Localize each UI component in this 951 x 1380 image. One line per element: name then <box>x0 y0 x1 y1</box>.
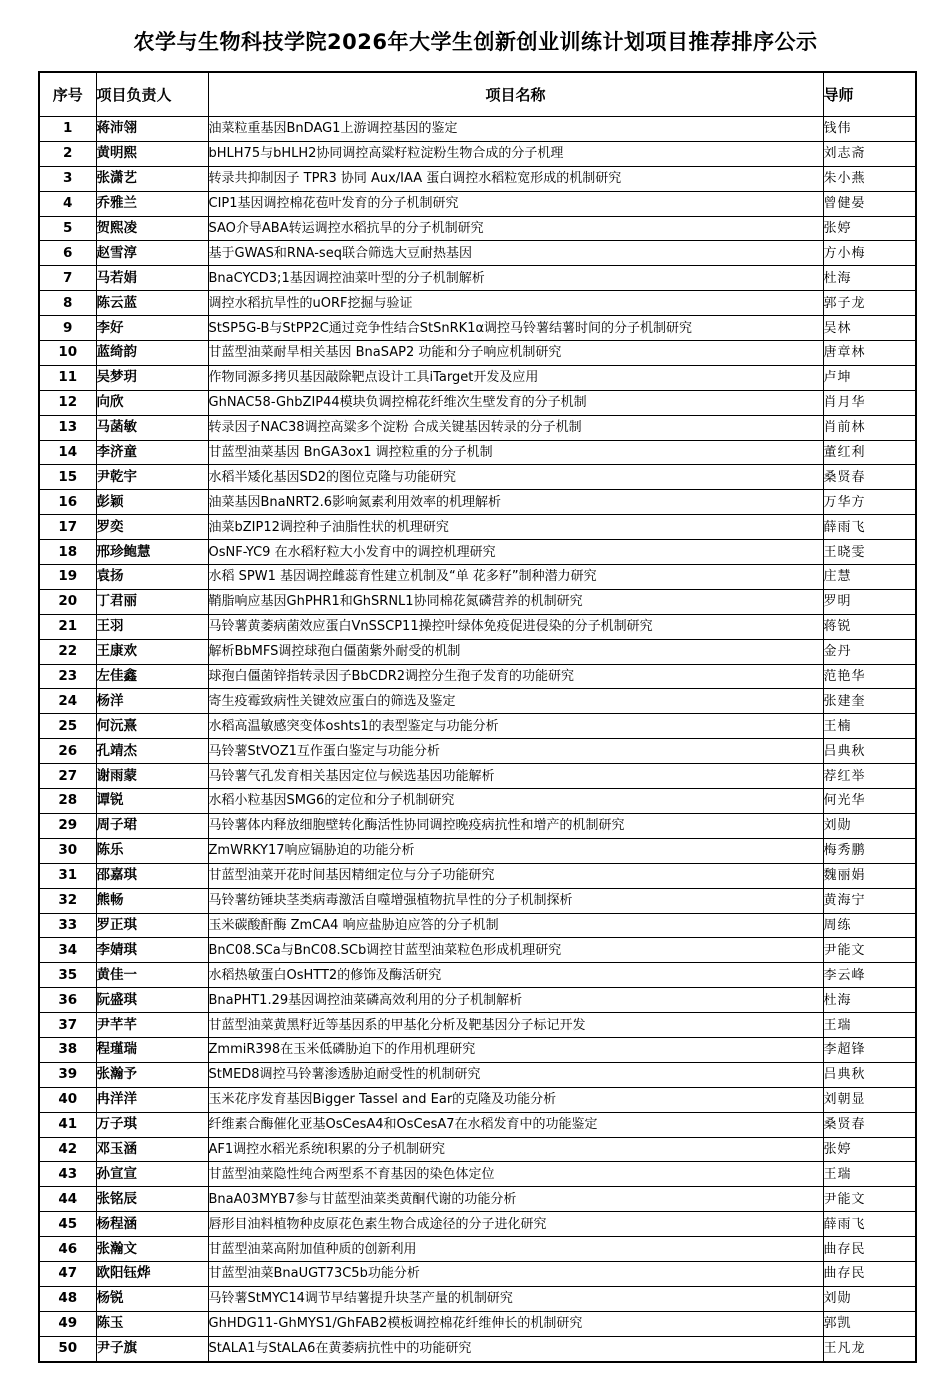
row-mentor-cell: 王楠 <box>823 714 916 739</box>
row-mentor-cell: 李云峰 <box>823 963 916 988</box>
row-mentor-cell: 蒋锐 <box>823 614 916 639</box>
row-leader-cell: 丁君丽 <box>96 589 208 614</box>
row-project-cell: GhNAC58-GhbZIP44模块负调控棉花纤维次生壁发育的分子机制 <box>208 390 823 415</box>
row-index-cell: 1 <box>39 117 96 142</box>
row-index-cell: 6 <box>39 241 96 266</box>
row-project-cell: 甘蓝型油菜隐性纯合两型系不育基因的染色体定位 <box>208 1162 823 1187</box>
row-mentor-cell: 罗明 <box>823 589 916 614</box>
row-index-cell: 30 <box>39 838 96 863</box>
table-row <box>39 838 916 863</box>
table-row <box>39 888 916 913</box>
row-index-cell: 14 <box>39 440 96 465</box>
row-leader-cell: 李婧琪 <box>96 938 208 963</box>
column-header-project: 项目名称 <box>208 72 823 117</box>
row-leader-cell: 蓝绮韵 <box>96 341 208 366</box>
row-leader-cell: 杨锐 <box>96 1286 208 1311</box>
row-project-cell: 水稻高温敏感突变体oshts1的表型鉴定与功能分析 <box>208 714 823 739</box>
row-index-cell: 2 <box>39 141 96 166</box>
table-row <box>39 1087 916 1112</box>
row-index-cell: 32 <box>39 888 96 913</box>
table-row <box>39 216 916 241</box>
row-index-cell: 10 <box>39 341 96 366</box>
row-index-cell: 38 <box>39 1037 96 1062</box>
row-leader-cell: 贺熙凌 <box>96 216 208 241</box>
row-project-cell: 甘蓝型油菜开花时间基因精细定位与分子功能研究 <box>208 863 823 888</box>
table-row <box>39 1013 916 1038</box>
row-mentor-cell: 卢坤 <box>823 365 916 390</box>
row-leader-cell: 熊畅 <box>96 888 208 913</box>
column-header-leader: 项目负责人 <box>96 72 208 117</box>
row-leader-cell: 陈乐 <box>96 838 208 863</box>
row-project-cell: 甘蓝型油菜高附加值种质的创新利用 <box>208 1237 823 1262</box>
table-row <box>39 1311 916 1336</box>
table-row <box>39 316 916 341</box>
row-mentor-cell: 万华方 <box>823 490 916 515</box>
row-project-cell: 水稻半矮化基因SD2的图位克隆与功能研究 <box>208 465 823 490</box>
table-row <box>39 565 916 590</box>
table-row <box>39 241 916 266</box>
row-mentor-cell: 薛雨飞 <box>823 515 916 540</box>
row-leader-cell: 左佳鑫 <box>96 664 208 689</box>
row-index-cell: 8 <box>39 291 96 316</box>
row-project-cell: BnaA03MYB7参与甘蓝型油菜类黄酮代谢的功能分析 <box>208 1187 823 1212</box>
row-project-cell: 马铃薯StVOZ1互作蛋白鉴定与功能分析 <box>208 739 823 764</box>
row-index-cell: 4 <box>39 191 96 216</box>
row-index-cell: 48 <box>39 1286 96 1311</box>
column-header-mentor: 导师 <box>823 72 916 117</box>
row-project-cell: 调控水稻抗旱性的uORF挖掘与验证 <box>208 291 823 316</box>
row-mentor-cell: 范艳华 <box>823 664 916 689</box>
table-row <box>39 1237 916 1262</box>
row-project-cell: BnC08.SCa与BnC08.SCb调控甘蓝型油菜粒色形成机理研究 <box>208 938 823 963</box>
table-row <box>39 540 916 565</box>
projects-table <box>38 71 917 1363</box>
row-project-cell: CIP1基因调控棉花苞叶发育的分子机制研究 <box>208 191 823 216</box>
table-row <box>39 1062 916 1087</box>
row-index-cell: 12 <box>39 390 96 415</box>
row-project-cell: BnaCYCD3;1基因调控油菜叶型的分子机制解析 <box>208 266 823 291</box>
row-index-cell: 9 <box>39 316 96 341</box>
row-mentor-cell: 张婷 <box>823 1137 916 1162</box>
row-project-cell: 唇形目油料植物种皮原花色素生物合成途径的分子进化研究 <box>208 1212 823 1237</box>
row-project-cell: 马铃薯黄萎病菌效应蛋白VnSSCP11操控叶绿体免疫促进侵染的分子机制研究 <box>208 614 823 639</box>
column-header-index: 序号 <box>39 72 96 117</box>
row-leader-cell: 杨洋 <box>96 689 208 714</box>
row-project-cell: 甘蓝型油菜基因 BnGA3ox1 调控粒重的分子机制 <box>208 440 823 465</box>
row-leader-cell: 向欣 <box>96 390 208 415</box>
row-project-cell: 马铃薯气孔发育相关基因定位与候选基因功能解析 <box>208 764 823 789</box>
row-project-cell: 转录共抑制因子 TPR3 协同 Aux/IAA 蛋白调控水稻粒宽形成的机制研究 <box>208 166 823 191</box>
table-row <box>39 515 916 540</box>
row-index-cell: 16 <box>39 490 96 515</box>
table-row <box>39 341 916 366</box>
table-row <box>39 191 916 216</box>
row-index-cell: 40 <box>39 1087 96 1112</box>
table-row <box>39 1112 916 1137</box>
row-mentor-cell: 刘志斋 <box>823 141 916 166</box>
row-mentor-cell: 肖月华 <box>823 390 916 415</box>
header-row <box>39 72 916 117</box>
table-row <box>39 1137 916 1162</box>
row-project-cell: ZmmiR398在玉米低磷胁迫下的作用机理研究 <box>208 1037 823 1062</box>
row-index-cell: 26 <box>39 739 96 764</box>
row-mentor-cell: 郭凯 <box>823 1311 916 1336</box>
row-mentor-cell: 刘朝显 <box>823 1087 916 1112</box>
row-project-cell: 基于GWAS和RNA-seq联合筛选大豆耐热基因 <box>208 241 823 266</box>
row-leader-cell: 周子珺 <box>96 813 208 838</box>
row-mentor-cell: 庄慧 <box>823 565 916 590</box>
table-row <box>39 465 916 490</box>
row-index-cell: 47 <box>39 1261 96 1286</box>
row-mentor-cell: 何光华 <box>823 789 916 814</box>
page-title: 农学与生物科技学院2026年大学生创新创业训练计划项目推荐排序公示 <box>133 30 818 54</box>
row-mentor-cell: 王晓雯 <box>823 540 916 565</box>
row-mentor-cell: 钱伟 <box>823 117 916 142</box>
row-leader-cell: 张瀚予 <box>96 1062 208 1087</box>
table-row <box>39 291 916 316</box>
row-index-cell: 17 <box>39 515 96 540</box>
row-mentor-cell: 张建奎 <box>823 689 916 714</box>
row-index-cell: 36 <box>39 988 96 1013</box>
row-project-cell: GhHDG11-GhMYS1/GhFAB2模板调控棉花纤维伸长的机制研究 <box>208 1311 823 1336</box>
table-row <box>39 963 916 988</box>
row-project-cell: StMED8调控马铃薯渗透胁迫耐受性的机制研究 <box>208 1062 823 1087</box>
row-project-cell: SAO介导ABA转运调控水稻抗旱的分子机制研究 <box>208 216 823 241</box>
row-index-cell: 24 <box>39 689 96 714</box>
row-leader-cell: 尹芊芊 <box>96 1013 208 1038</box>
table-row <box>39 1286 916 1311</box>
row-leader-cell: 谢雨蒙 <box>96 764 208 789</box>
row-index-cell: 11 <box>39 365 96 390</box>
row-leader-cell: 张潇艺 <box>96 166 208 191</box>
row-project-cell: 马铃薯StMYC14调节早结薯提升块茎产量的机制研究 <box>208 1286 823 1311</box>
row-leader-cell: 陈云蓝 <box>96 291 208 316</box>
row-mentor-cell: 杜海 <box>823 266 916 291</box>
row-leader-cell: 孙宣宣 <box>96 1162 208 1187</box>
row-index-cell: 39 <box>39 1062 96 1087</box>
row-mentor-cell: 黄海宁 <box>823 888 916 913</box>
row-leader-cell: 程瑾瑞 <box>96 1037 208 1062</box>
row-mentor-cell: 李超锋 <box>823 1037 916 1062</box>
table-row <box>39 1261 916 1286</box>
row-leader-cell: 阮盛琪 <box>96 988 208 1013</box>
table-row <box>39 266 916 291</box>
table-row <box>39 1336 916 1361</box>
row-leader-cell: 乔雅兰 <box>96 191 208 216</box>
row-leader-cell: 邓玉涵 <box>96 1137 208 1162</box>
row-leader-cell: 李好 <box>96 316 208 341</box>
row-leader-cell: 马菡敏 <box>96 415 208 440</box>
row-index-cell: 49 <box>39 1311 96 1336</box>
row-mentor-cell: 王瑞 <box>823 1013 916 1038</box>
row-project-cell: 水稻小粒基因SMG6的定位和分子机制研究 <box>208 789 823 814</box>
table-row <box>39 913 916 938</box>
projects-table-container <box>38 71 951 1363</box>
row-index-cell: 21 <box>39 614 96 639</box>
row-mentor-cell: 郭子龙 <box>823 291 916 316</box>
table-row <box>39 689 916 714</box>
row-mentor-cell: 曾健晏 <box>823 191 916 216</box>
row-mentor-cell: 桑贤春 <box>823 465 916 490</box>
row-mentor-cell: 曲存民 <box>823 1261 916 1286</box>
row-leader-cell: 欧阳钰烨 <box>96 1261 208 1286</box>
row-leader-cell: 蒋沛翎 <box>96 117 208 142</box>
row-index-cell: 46 <box>39 1237 96 1262</box>
row-project-cell: AF1调控水稻光系统I积累的分子机制研究 <box>208 1137 823 1162</box>
row-leader-cell: 马若娟 <box>96 266 208 291</box>
table-row <box>39 813 916 838</box>
row-project-cell: 甘蓝型油菜黄黑籽近等基因系的甲基化分析及靶基因分子标记开发 <box>208 1013 823 1038</box>
table-row <box>39 141 916 166</box>
row-index-cell: 29 <box>39 813 96 838</box>
table-row <box>39 863 916 888</box>
row-index-cell: 28 <box>39 789 96 814</box>
table-row <box>39 117 916 142</box>
row-mentor-cell: 周练 <box>823 913 916 938</box>
row-mentor-cell: 荐红举 <box>823 764 916 789</box>
row-index-cell: 3 <box>39 166 96 191</box>
row-mentor-cell: 吕典秋 <box>823 1062 916 1087</box>
row-project-cell: 玉米花序发育基因Bigger Tassel and Ear的克隆及功能分析 <box>208 1087 823 1112</box>
row-mentor-cell: 董红利 <box>823 440 916 465</box>
row-leader-cell: 张瀚文 <box>96 1237 208 1262</box>
row-leader-cell: 赵雪淳 <box>96 241 208 266</box>
row-project-cell: 球孢白僵菌锌指转录因子BbCDR2调控分生孢子发育的功能研究 <box>208 664 823 689</box>
table-row <box>39 764 916 789</box>
row-mentor-cell: 肖前林 <box>823 415 916 440</box>
row-index-cell: 37 <box>39 1013 96 1038</box>
row-project-cell: 纤维素合酶催化亚基OsCesA4和OsCesA7在水稻发育中的功能鉴定 <box>208 1112 823 1137</box>
table-row <box>39 390 916 415</box>
row-index-cell: 22 <box>39 639 96 664</box>
table-row <box>39 664 916 689</box>
row-mentor-cell: 魏丽娟 <box>823 863 916 888</box>
row-index-cell: 34 <box>39 938 96 963</box>
table-row <box>39 714 916 739</box>
row-mentor-cell: 王凡龙 <box>823 1336 916 1361</box>
row-project-cell: 水稻 SPW1 基因调控雌蕊育性建立机制及“单 花多籽”制种潜力研究 <box>208 565 823 590</box>
row-project-cell: 水稻热敏蛋白OsHTT2的修饰及酶活研究 <box>208 963 823 988</box>
row-leader-cell: 邵嘉琪 <box>96 863 208 888</box>
row-mentor-cell: 方小梅 <box>823 241 916 266</box>
row-mentor-cell: 王瑞 <box>823 1162 916 1187</box>
row-project-cell: 甘蓝型油菜耐旱相关基因 BnaSAP2 功能和分子响应机制研究 <box>208 341 823 366</box>
table-row <box>39 614 916 639</box>
row-mentor-cell: 唐章林 <box>823 341 916 366</box>
row-mentor-cell: 吕典秋 <box>823 739 916 764</box>
row-project-cell: 油菜bZIP12调控种子油脂性状的机理研究 <box>208 515 823 540</box>
row-mentor-cell: 薛雨飞 <box>823 1212 916 1237</box>
row-index-cell: 19 <box>39 565 96 590</box>
table-row <box>39 1037 916 1062</box>
row-index-cell: 18 <box>39 540 96 565</box>
row-index-cell: 35 <box>39 963 96 988</box>
row-project-cell: bHLH75与bHLH2协同调控高粱籽粒淀粉生物合成的分子机理 <box>208 141 823 166</box>
table-row <box>39 490 916 515</box>
table-row <box>39 440 916 465</box>
table-row <box>39 365 916 390</box>
row-leader-cell: 尹乾宇 <box>96 465 208 490</box>
row-project-cell: 寄生疫霉致病性关键效应蛋白的筛选及鉴定 <box>208 689 823 714</box>
row-leader-cell: 吴梦玥 <box>96 365 208 390</box>
row-leader-cell: 邢珍鲍慧 <box>96 540 208 565</box>
row-mentor-cell: 桑贤春 <box>823 1112 916 1137</box>
row-leader-cell: 王康欢 <box>96 639 208 664</box>
row-index-cell: 15 <box>39 465 96 490</box>
row-project-cell: 作物同源多拷贝基因敲除靶点设计工具iTarget开发及应用 <box>208 365 823 390</box>
row-mentor-cell: 尹能文 <box>823 1187 916 1212</box>
row-project-cell: 解析BbMFS调控球孢白僵菌紫外耐受的机制 <box>208 639 823 664</box>
row-index-cell: 5 <box>39 216 96 241</box>
row-leader-cell: 谭锐 <box>96 789 208 814</box>
row-project-cell: 马铃薯纺锤块茎类病毒激活自噬增强植物抗旱性的分子机制探析 <box>208 888 823 913</box>
row-project-cell: StALA1与StALA6在黄萎病抗性中的功能研究 <box>208 1336 823 1361</box>
row-project-cell: 转录因子NAC38调控高粱多个淀粉 合成关键基因转录的分子机制 <box>208 415 823 440</box>
row-project-cell: 玉米碳酸酐酶 ZmCA4 响应盐胁迫应答的分子机制 <box>208 913 823 938</box>
row-project-cell: 马铃薯体内释放细胞壁转化酶活性协同调控晚疫病抗性和增产的机制研究 <box>208 813 823 838</box>
table-row <box>39 415 916 440</box>
table-row <box>39 639 916 664</box>
row-mentor-cell: 尹能文 <box>823 938 916 963</box>
table-row <box>39 789 916 814</box>
row-project-cell: 油菜基因BnaNRT2.6影响氮素利用效率的机理解析 <box>208 490 823 515</box>
row-leader-cell: 黄明熙 <box>96 141 208 166</box>
table-row <box>39 739 916 764</box>
row-leader-cell: 孔靖杰 <box>96 739 208 764</box>
row-index-cell: 33 <box>39 913 96 938</box>
table-row <box>39 988 916 1013</box>
row-leader-cell: 袁扬 <box>96 565 208 590</box>
row-index-cell: 31 <box>39 863 96 888</box>
row-leader-cell: 黄佳一 <box>96 963 208 988</box>
row-leader-cell: 彭颖 <box>96 490 208 515</box>
table-row <box>39 938 916 963</box>
row-index-cell: 13 <box>39 415 96 440</box>
row-index-cell: 7 <box>39 266 96 291</box>
row-index-cell: 27 <box>39 764 96 789</box>
row-index-cell: 42 <box>39 1137 96 1162</box>
row-project-cell: 鞘脂响应基因GhPHR1和GhSRNL1协同棉花氮磷营养的机制研究 <box>208 589 823 614</box>
row-leader-cell: 王羽 <box>96 614 208 639</box>
row-leader-cell: 陈玉 <box>96 1311 208 1336</box>
row-leader-cell: 冉洋洋 <box>96 1087 208 1112</box>
row-index-cell: 20 <box>39 589 96 614</box>
row-index-cell: 44 <box>39 1187 96 1212</box>
table-row <box>39 589 916 614</box>
row-mentor-cell: 曲存民 <box>823 1237 916 1262</box>
row-mentor-cell: 金丹 <box>823 639 916 664</box>
row-leader-cell: 罗正琪 <box>96 913 208 938</box>
row-leader-cell: 罗奕 <box>96 515 208 540</box>
table-row <box>39 166 916 191</box>
table-row <box>39 1187 916 1212</box>
row-leader-cell: 李济童 <box>96 440 208 465</box>
row-project-cell: 油菜粒重基因BnDAG1上游调控基因的鉴定 <box>208 117 823 142</box>
row-project-cell: BnaPHT1.29基因调控油菜磷高效利用的分子机制解析 <box>208 988 823 1013</box>
row-mentor-cell: 吴林 <box>823 316 916 341</box>
table-row <box>39 1162 916 1187</box>
table-row <box>39 1212 916 1237</box>
row-index-cell: 23 <box>39 664 96 689</box>
row-leader-cell: 尹子旗 <box>96 1336 208 1361</box>
row-leader-cell: 张铭辰 <box>96 1187 208 1212</box>
row-leader-cell: 杨程涵 <box>96 1212 208 1237</box>
row-project-cell: ZmWRKY17响应镉胁迫的功能分析 <box>208 838 823 863</box>
row-project-cell: OsNF-YC9 在水稻籽粒大小发育中的调控机理研究 <box>208 540 823 565</box>
row-mentor-cell: 梅秀鹏 <box>823 838 916 863</box>
row-index-cell: 45 <box>39 1212 96 1237</box>
row-mentor-cell: 刘勋 <box>823 813 916 838</box>
row-project-cell: StSP5G-B与StPP2C通过竞争性结合StSnRK1α调控马铃薯结薯时间的分子机制研究 <box>208 316 823 341</box>
row-leader-cell: 何沅熹 <box>96 714 208 739</box>
row-index-cell: 41 <box>39 1112 96 1137</box>
row-mentor-cell: 杜海 <box>823 988 916 1013</box>
row-mentor-cell: 朱小燕 <box>823 166 916 191</box>
row-mentor-cell: 刘勋 <box>823 1286 916 1311</box>
row-project-cell: 甘蓝型油菜BnaUGT73C5b功能分析 <box>208 1261 823 1286</box>
row-index-cell: 50 <box>39 1336 96 1361</box>
row-index-cell: 43 <box>39 1162 96 1187</box>
row-index-cell: 25 <box>39 714 96 739</box>
row-mentor-cell: 张婷 <box>823 216 916 241</box>
row-leader-cell: 万子琪 <box>96 1112 208 1137</box>
